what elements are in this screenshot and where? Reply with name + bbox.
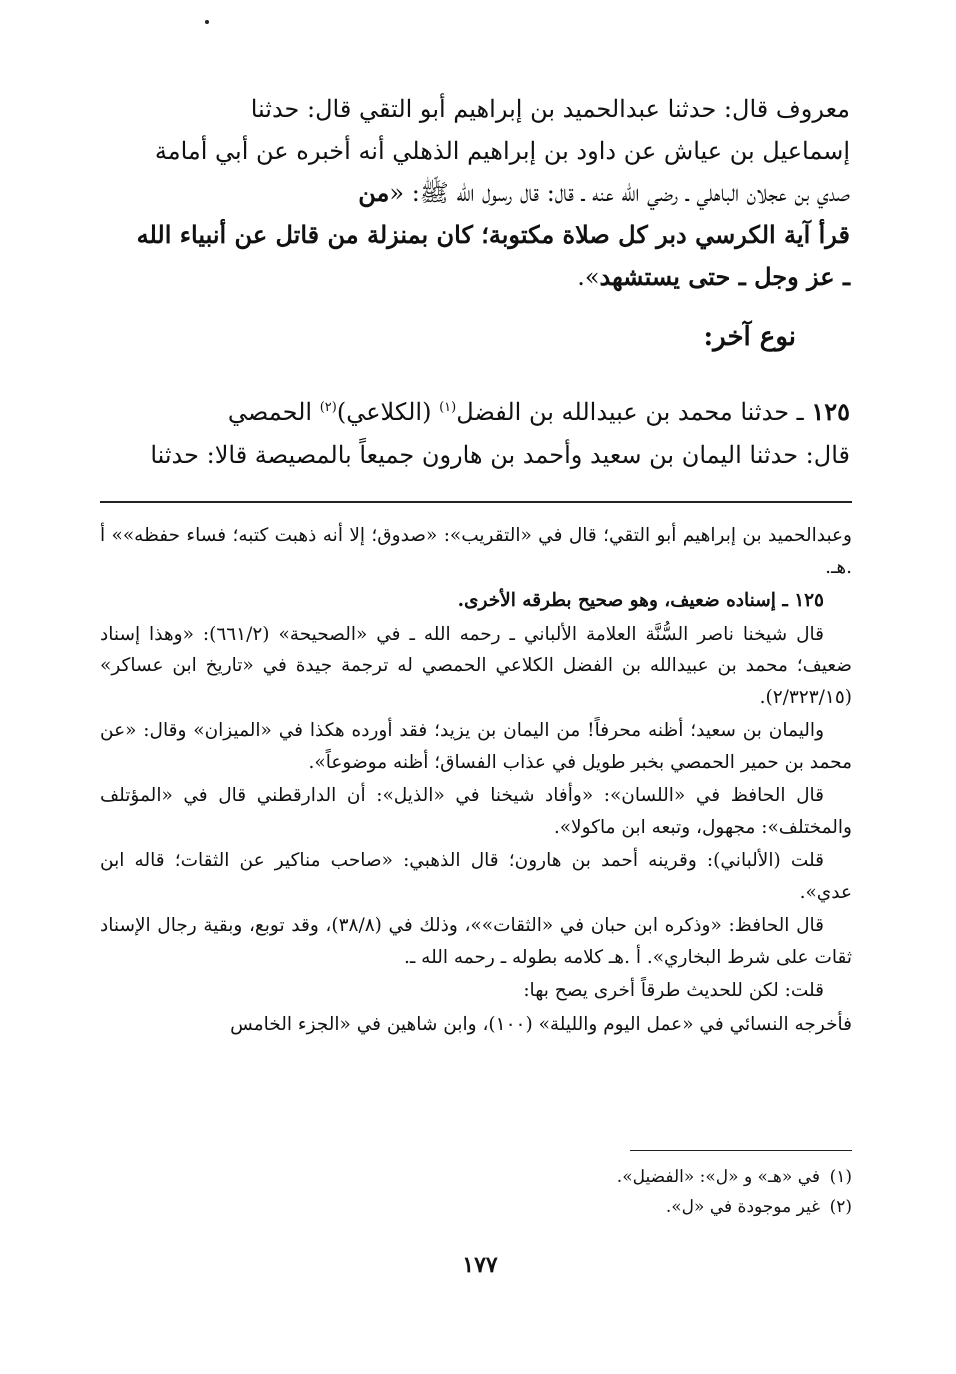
main-line-3-text: صدي بن عجلان الباهلي ـ رضي الله عنه ـ قال: قال رسول الله ﷺ: «	[389, 179, 850, 207]
commentary-p9: فأخرجه النسائي في «عمل اليوم والليلة» (١٠٠)، وابن شاهين في «الجزء الخامس	[230, 1013, 852, 1035]
commentary	[100, 520, 852, 1042]
hadith-125-line-2: قال: حدثنا اليمان بن سعيد وأحمد بن هارون جميعاً بالمصيصة قالا: حدثنا	[150, 441, 850, 469]
commentary-p4: واليمان بن سعيد؛ أظنه محرفاً! من اليمان بن يزيد؛ فقد أورده هكذا في «الميزان» وقال: «عن محمد بن حمير الحمصي بخبر طويل في عذاب الفساق؛ أظنه موضوعاً».	[100, 720, 852, 773]
main-line-1: معروف قال: حدثنا عبدالحميد بن إبراهيم أبو التقي قال: حدثنا	[250, 95, 850, 123]
commentary-p1: وعبدالحميد بن إبراهيم أبو التقي؛ قال في «التقريب»: «صدوق؛ إلا أنه ذهبت كتبه؛ فساء حفظه»» أ .هـ.	[100, 525, 852, 578]
hadith-125-text-a: ـ حدثنا محمد بن عبيدالله بن الفضل	[456, 398, 812, 426]
main-line-3	[100, 172, 850, 214]
footnote-1-text: في «هـ» و «ل»: «الفضيل».	[616, 1167, 820, 1187]
footnotes	[100, 1162, 852, 1222]
page-number: ١٧٧	[462, 1252, 498, 1278]
main-text	[100, 88, 850, 298]
commentary-divider	[100, 501, 852, 503]
main-line-4: قرأ آية الكرسي دبر كل صلاة مكتوبة؛ كان بمنزلة من قاتل عن أنبياء الله	[136, 220, 850, 249]
main-line-5-bold: ـ عز وجل ـ حتى يستشهد	[599, 262, 850, 291]
hadith-125-line-1	[100, 390, 850, 434]
commentary-p5: قال الحافظ في «اللسان»: «وأفاد شيخنا في «الذيل»: أن الدارقطني قال في «المؤتلف والمختلف»: مجهول، وتبعه ابن ماكولا».	[100, 785, 852, 838]
footnote-2-text: غير موجودة في «ل».	[665, 1197, 820, 1217]
commentary-grading: ١٢٥ ـ إسناده ضعيف، وهو صحيح بطرقه الأخرى.	[457, 590, 824, 611]
footnote-2	[100, 1192, 852, 1222]
hadith-125-text-b: (الكلاعي)	[336, 398, 440, 426]
footnote-divider	[630, 1150, 852, 1151]
commentary-p8: قلت: لكن للحديث طرقاً أخرى يصح بها:	[523, 980, 824, 1001]
footnote-ref-1: (١)	[439, 400, 457, 415]
commentary-p3: قال شيخنا ناصر السُّنَّة العلامة الألباني ـ رحمه الله ـ في «الصحيحة» (٦٦١/٢): «وهذا إسناد ضعيف؛ محمد بن عبيدالله بن الفضل الكلاعي الحمصي له ترجمة جيدة في «تاريخ ابن عساكر» (٢/٣٢٣/١٥).	[100, 623, 852, 708]
hadith-125	[100, 390, 850, 477]
main-line-2: إسماعيل بن عياش عن داود بن إبراهيم الذهلي أنه أخبره عن أبي أمامة	[154, 137, 850, 165]
footnote-1	[100, 1162, 852, 1192]
main-line-5	[100, 256, 850, 298]
footnote-ref-2: (٢)	[319, 400, 337, 415]
hadith-number: ١٢٥	[811, 397, 850, 426]
footnote-2-number: (٢)	[829, 1197, 852, 1217]
main-line-5-end: ».	[577, 263, 600, 291]
page-mark	[205, 20, 209, 24]
footnote-1-number: (١)	[829, 1167, 852, 1187]
commentary-p7: قال الحافظ: «وذكره ابن حبان في «الثقات»»، وذلك في (٣٨/٨)، وقد توبع، وبقية رجال الإسناد ثقات على شرط البخاري». أ .هـ كلامه بطوله ـ رحمه الله ـ.	[100, 915, 852, 968]
hadith-125-text-c: الحمصي	[227, 398, 320, 426]
main-line-3-bold: من	[358, 178, 390, 207]
commentary-p6: قلت (الألباني): وقرينه أحمد بن هارون؛ قال الذهبي: «صاحب مناكير عن الثقات؛ قاله ابن عدي».	[100, 850, 852, 903]
section-heading: نوع آخر:	[703, 322, 796, 352]
